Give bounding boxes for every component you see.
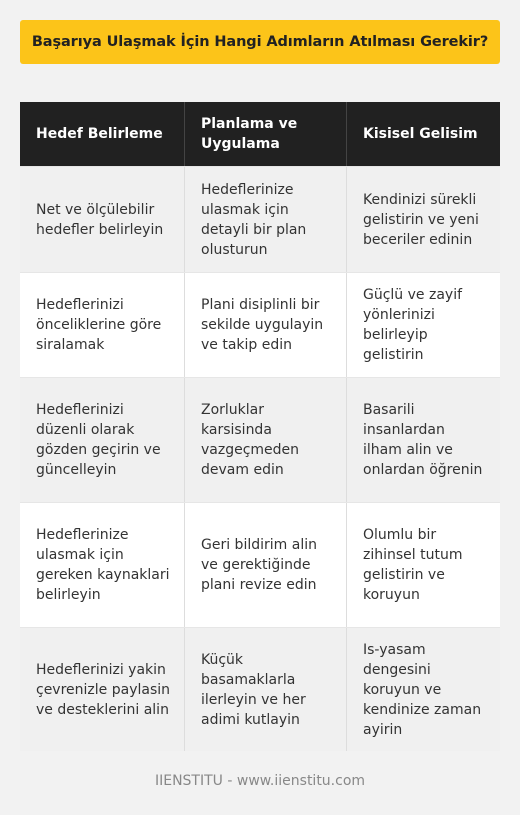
table-cell: Hedeflerinize ulasmak için gereken kaynaklari belirleyin xyxy=(36,527,170,603)
table-cell: Hedeflerinize ulasmak için detayli bir plan olusturun xyxy=(184,167,346,272)
table-cell: Zorluklar karsisinda vazgeçmeden devam edin xyxy=(184,378,346,502)
table-header-row xyxy=(20,102,500,166)
table-row xyxy=(20,502,500,627)
header-cell-goal-setting: Hedef Belirleme xyxy=(36,126,163,142)
table-row xyxy=(20,272,500,377)
table-cell: Küçük basamaklarla ilerleyin ve her adimi kutlayin xyxy=(184,628,346,751)
table-cell: Basarili insanlardan ilham alin ve onlardan öğrenin xyxy=(346,378,500,502)
title-banner xyxy=(20,20,500,64)
table-cell: Geri bildirim alin ve gerektiğinde plani revize edin xyxy=(184,503,346,627)
header-cell-planning: Planlama ve Uygulama xyxy=(184,102,346,166)
footer-credit: IIENSTITU - www.iienstitu.com xyxy=(154,773,366,789)
table-cell: Hedeflerinizi düzenli olarak gözden geçirin ve güncelleyin xyxy=(36,402,161,478)
page-title: Başarıya Ulaşmak İçin Hangi Adımların Atılması Gerekir? xyxy=(31,34,489,50)
table-row xyxy=(20,166,500,272)
table-cell: Net ve ölçülebilir hedefler belirleyin xyxy=(36,201,164,238)
table-cell: Hedeflerinizi yakin çevrenizle paylasin ve desteklerini alin xyxy=(36,661,170,718)
table-cell: Plani disiplinli bir sekilde uygulayin ve takip edin xyxy=(184,273,346,377)
table-cell: Hedeflerinizi önceliklerine göre siralamak xyxy=(36,297,162,353)
table-cell: Is-yasam dengesini koruyun ve kendinize zaman ayirin xyxy=(346,628,500,751)
header-cell-personal-growth: Kisisel Gelisim xyxy=(346,102,500,166)
table-cell: Olumlu bir zihinsel tutum gelistirin ve koruyun xyxy=(346,503,500,627)
table-row xyxy=(20,627,500,751)
steps-table xyxy=(20,102,500,751)
table-row xyxy=(20,377,500,502)
table-cell: Güçlü ve zayif yönlerinizi belirleyip gelistirin xyxy=(346,273,500,377)
table-cell: Kendinizi sürekli gelistirin ve yeni beceriler edinin xyxy=(346,167,500,272)
